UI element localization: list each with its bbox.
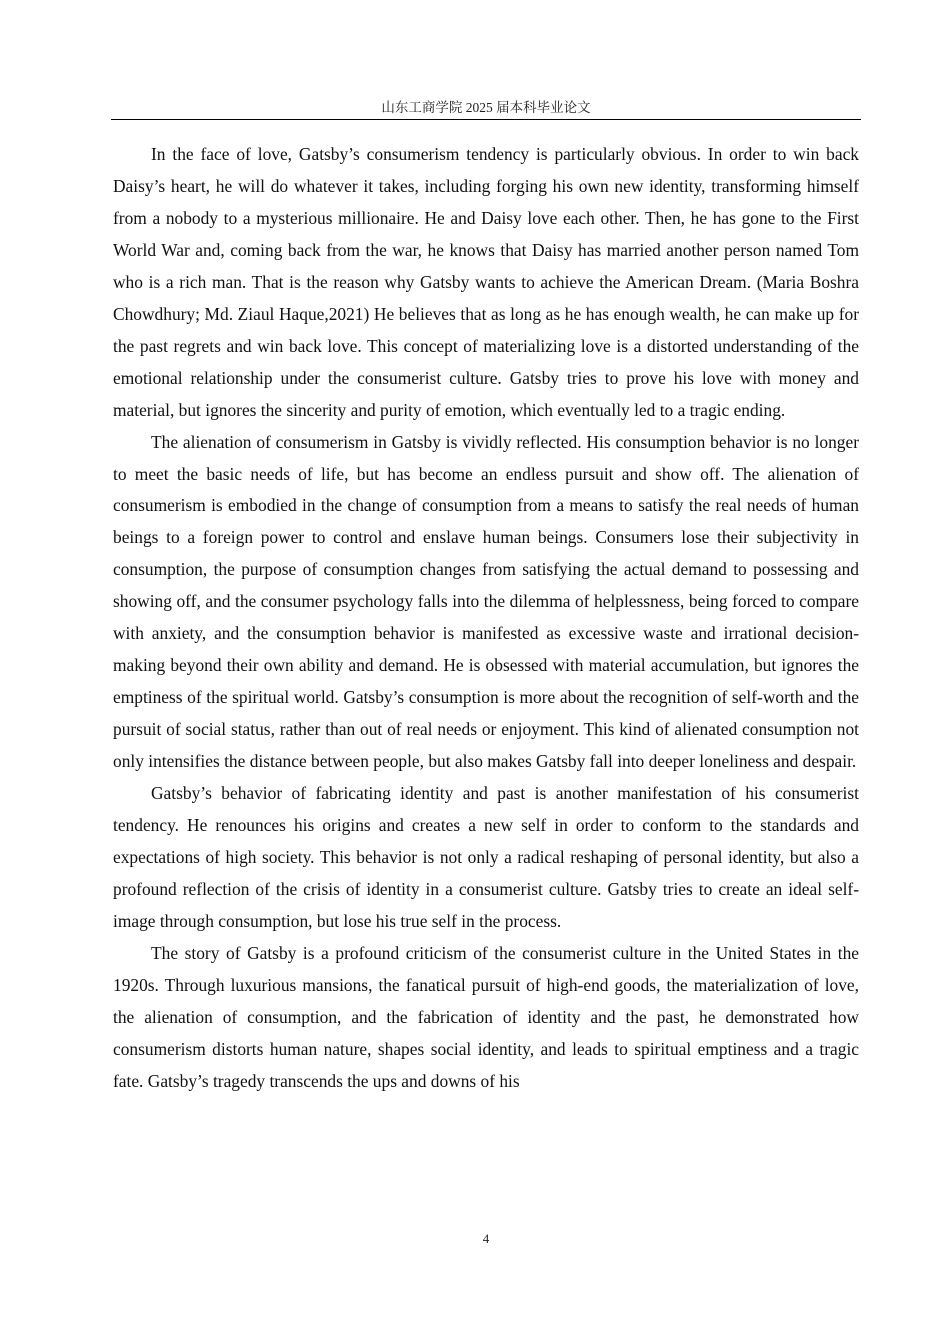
page-number: 4 [482,1231,490,1246]
running-header: 山东工商学院 2025 届本科毕业论文 [381,100,591,115]
paragraph-alienation: The alienation of consumerism in Gatsby is vividly reflected. His consumption behavior is no longer to meet the basic needs of life, but has become an endless pursuit and show off. The alienation of consumerism is embodied in the change of consumption from a means to satisfy the real needs of human beings to a foreign power to control and enslave human beings. Consumers lose their subjectivity in consumption, the purpose of consumption changes from satisfying the actual demand to possessing and showing off, and the consumer psychology falls into the dilemma of helplessness, being forced to compare with anxiety, and the consumption behavior is manifested as excessive waste and irrational decision-making beyond their own ability and demand. He is obsessed with material accumulation, but ignores the emptiness of the spiritual world. Gatsby’s consumption is more about the recognition of self-worth and the pursuit of social status, rather than out of real needs or enjoyment. This kind of alienated consumption not only intensifies the distance between people, but also makes Gatsby fall into deeper loneliness and despair. [113,431,859,772]
header-rule [111,119,861,120]
paragraph-love: In the face of love, Gatsby’s consumerism tendency is particularly obvious. In order to win back Daisy’s heart, he will do whatever it takes, including forging his own new identity, transforming himself from a nobody to a mysterious millionaire. He and Daisy love each other. Then, he has gone to the First World War and, coming back from the war, he knows that Daisy has married another person named Tom who is a rich man. That is the reason why Gatsby wants to achieve the American Dream. (Maria Boshra Chowdhury; Md. Ziaul Haque,2021) He believes that as long as he has enough wealth, he can make up for the past regrets and win back love. This concept of materializing love is a distorted understanding of the emotional relationship under the consumerist culture. Gatsby tries to prove his love with money and material, but ignores the sincerity and purity of emotion, which eventually led to a tragic ending. [113,144,859,420]
paragraph-criticism: The story of Gatsby is a profound criticism of the consumerist culture in the United States in the 1920s. Through luxurious mansions, the fanatical pursuit of high-end goods, the materialization of love, the alienation of consumption, and the fabrication of identity and the past, he demonstrated how consumerism distorts human nature, shapes social identity, and leads to spiritual emptiness and a tragic fate. Gatsby’s tragedy transcends the ups and downs of his [113,942,859,1091]
body-text [113,139,859,1098]
paragraph-identity: Gatsby’s behavior of fabricating identity and past is another manifestation of his consumerist tendency. He renounces his origins and creates a new self in order to conform to the standards and expectations of high society. This behavior is not only a radical reshaping of personal identity, but also a profound reflection of the crisis of identity in a consumerist culture. Gatsby tries to create an ideal self-image through consumption, but lose his true self in the process. [113,783,859,931]
